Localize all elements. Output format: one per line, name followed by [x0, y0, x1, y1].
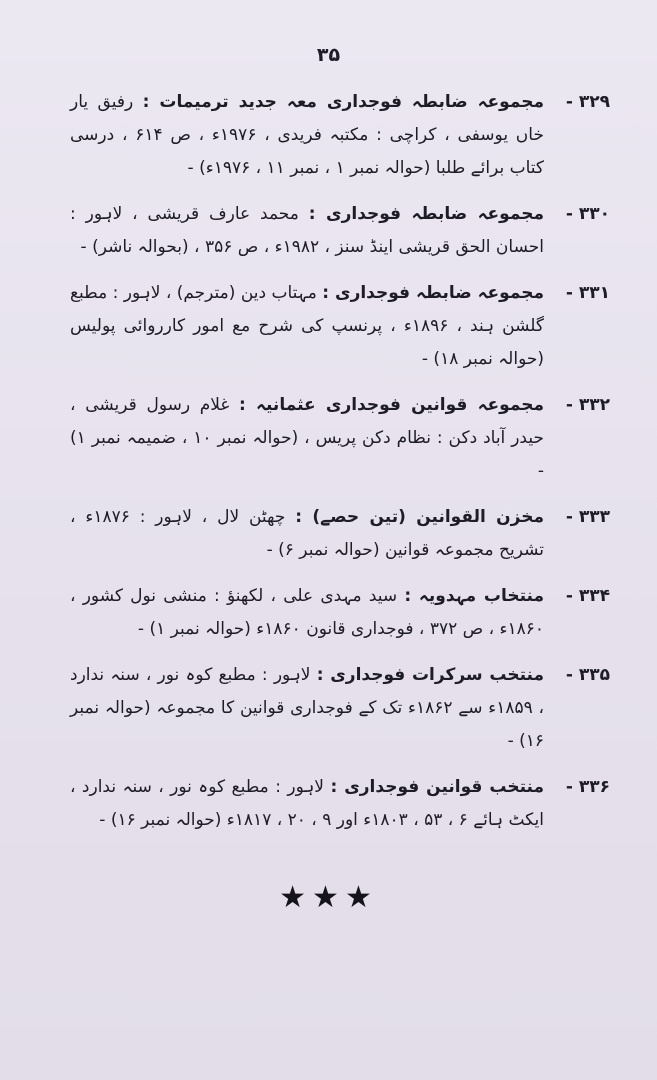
entry-number: ۳۲۹ -	[565, 92, 610, 112]
entry-title: مخزن القوانین (تین حصے) :	[295, 507, 544, 527]
entry-title: مجموعہ ضابطہ فوجداری :	[308, 204, 544, 224]
bibliography-entry	[70, 501, 610, 567]
entry-title: مجموعہ ضابطہ فوجداری معہ جدید ترمیمات :	[142, 92, 544, 112]
end-stars-ornament: ★★★	[279, 880, 378, 915]
page-number: ۳۵	[316, 44, 341, 66]
entry-details: مہتاب دین (مترجم) ، لاہور : مطبع گلشن ہند ، ۱۸۹۶ء ، پرنسپ کی شرح مع امور کارروائی پولیس (حوالہ نمبر ۱۸) -	[70, 283, 544, 369]
bibliography-entry	[70, 389, 610, 488]
entry-title: منتخب قوانین فوجداری :	[330, 777, 545, 797]
entry-number: ۳۳۰ -	[565, 204, 610, 224]
entry-number: ۳۳۶ -	[565, 777, 610, 797]
entry-details: چھٹن لال ، لاہور : ۱۸۷۶ء ، تشریح مجموعہ قوانین (حوالہ نمبر ۶) -	[70, 507, 544, 560]
entry-title: مجموعہ قوانین فوجداری عثمانیہ :	[239, 395, 544, 415]
entry-details: لاہور : مطبع کوہ نور ، سنہ ندارد ، ایکٹ ہائے ۶ ، ۵۳ ، ۱۸۰۳ء اور ۹ ، ۲۰ ، ۱۸۱۷ء (حوالہ نمبر ۱۶) -	[70, 777, 544, 830]
entry-details: محمد عارف قریشی ، لاہور : احسان الحق قریشی اینڈ سنز ، ۱۹۸۲ء ، ص ۳۵۶ ، (بحوالہ ناشر) -	[70, 204, 544, 257]
bibliography-list	[70, 86, 610, 850]
bibliography-entry	[70, 198, 610, 264]
entry-number: ۳۳۲ -	[565, 395, 610, 415]
entry-number: ۳۳۳ -	[565, 507, 610, 527]
bibliography-entry	[70, 659, 610, 758]
bibliography-entry	[70, 771, 610, 837]
entry-title: مجموعہ ضابطہ فوجداری :	[322, 283, 545, 303]
entry-number: ۳۳۵ -	[565, 665, 610, 685]
bibliography-entry	[70, 580, 610, 646]
entry-details: رفیق یار خاں یوسفی ، کراچی : مکتبہ فریدی ، ۱۹۷۶ء ، ص ۶۱۴ ، درسی کتاب برائے طلبا (حوالہ نمبر ۱ ، نمبر ۱۱ ، ۱۹۷۶ء) -	[70, 92, 544, 178]
entry-number: ۳۳۱ -	[565, 283, 610, 303]
entry-title: منتخب سرکرات فوجداری :	[316, 665, 544, 685]
entry-details: سید مہدی علی ، لکھنؤ : منشی نول کشور ، ۱۸۶۰ء ، ص ۳۷۲ ، فوجداری قانون ۱۸۶۰ء (حوالہ نمبر ۱) -	[70, 586, 544, 639]
entry-number: ۳۳۴ -	[565, 586, 610, 606]
bibliography-entry	[70, 86, 610, 185]
bibliography-entry	[70, 277, 610, 376]
entry-details: غلام رسول قریشی ، حیدر آباد دکن : نظام دکن پریس ، (حوالہ نمبر ۱۰ ، ضمیمہ نمبر ۱) -	[70, 395, 544, 481]
entry-title: منتخاب مہدویہ :	[404, 586, 545, 606]
entry-details: لاہور : مطبع کوہ نور ، سنہ ندارد ، ۱۸۵۹ء سے ۱۸۶۲ء تک کے فوجداری قوانین کا مجموعہ (حوالہ نمبر ۱۶) -	[70, 665, 545, 751]
